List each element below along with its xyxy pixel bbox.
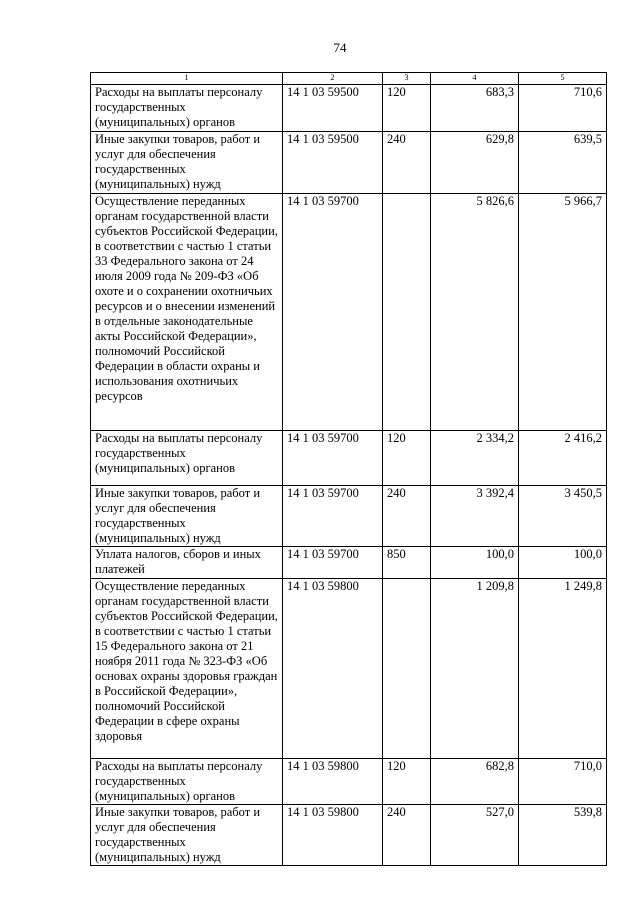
row-code: 14 1 03 59700 [283, 486, 383, 547]
page-number: 74 [333, 40, 347, 55]
row-name: Расходы на выплаты персоналу государственных (муниципальных) органов [91, 431, 283, 486]
row-value-2: 2 416,2 [519, 431, 607, 486]
column-header-4: 4 [431, 73, 519, 85]
column-header-5: 5 [519, 73, 607, 85]
row-value-2: 710,0 [519, 759, 607, 805]
row-expense-type [383, 579, 431, 759]
table-row [91, 486, 607, 547]
row-name: Расходы на выплаты персоналу государственных (муниципальных) органов [91, 759, 283, 805]
table-row [91, 759, 607, 805]
row-name: Расходы на выплаты персоналу государственных (муниципальных) органов [91, 85, 283, 132]
row-value-1: 3 392,4 [431, 486, 519, 547]
row-value-1: 629,8 [431, 132, 519, 194]
table-row [91, 194, 607, 431]
row-code: 14 1 03 59800 [283, 579, 383, 759]
table-row [91, 805, 607, 866]
row-code: 14 1 03 59800 [283, 759, 383, 805]
row-expense-type: 850 [383, 547, 431, 579]
row-value-1: 527,0 [431, 805, 519, 866]
row-value-1: 1 209,8 [431, 579, 519, 759]
row-value-2: 539,8 [519, 805, 607, 866]
table-row [91, 547, 607, 579]
row-value-1: 2 334,2 [431, 431, 519, 486]
table-row [91, 431, 607, 486]
row-name: Осуществление переданных органам государственной власти субъектов Российской Федерации, в соответствии с частью 1 статьи 33 Федерального закона от 24 июля 2009 года № 209-ФЗ «Об охоте и о сохранении охотничьих ресурсов и о внесении изменений в отдельные законодательные акты Российской Федерации», полномочий Российской Федерации в области охраны и использования охотничьих ресурсов [91, 194, 283, 431]
row-name: Уплата налогов, сборов и иных платежей [91, 547, 283, 579]
column-header-3: 3 [383, 73, 431, 85]
row-value-1: 683,3 [431, 85, 519, 132]
row-name: Иные закупки товаров, работ и услуг для обеспечения государственных (муниципальных) нужд [91, 805, 283, 866]
row-name: Осуществление переданных органам государственной власти субъектов Российской Федерации, в соответствии с частью 1 статьи 15 Федерального закона от 21 ноября 2011 года № 323-ФЗ «Об основах охраны здоровья граждан в Российской Федерации», полномочий Российской Федерации в сфере охраны здоровья [91, 579, 283, 759]
row-expense-type [383, 194, 431, 431]
row-expense-type: 120 [383, 759, 431, 805]
table-row [91, 85, 607, 132]
row-code: 14 1 03 59500 [283, 132, 383, 194]
row-name: Иные закупки товаров, работ и услуг для обеспечения государственных (муниципальных) нужд [91, 486, 283, 547]
row-value-2: 3 450,5 [519, 486, 607, 547]
column-header-1: 1 [91, 73, 283, 85]
row-expense-type: 240 [383, 486, 431, 547]
table-row [91, 132, 607, 194]
row-value-1: 682,8 [431, 759, 519, 805]
row-value-1: 100,0 [431, 547, 519, 579]
row-expense-type: 120 [383, 431, 431, 486]
budget-table [90, 72, 607, 866]
row-expense-type: 120 [383, 85, 431, 132]
row-expense-type: 240 [383, 132, 431, 194]
row-code: 14 1 03 59700 [283, 431, 383, 486]
row-value-2: 100,0 [519, 547, 607, 579]
row-code: 14 1 03 59500 [283, 85, 383, 132]
row-value-2: 639,5 [519, 132, 607, 194]
table-row [91, 579, 607, 759]
table-header-row [91, 73, 607, 85]
row-value-2: 710,6 [519, 85, 607, 132]
row-value-2: 1 249,8 [519, 579, 607, 759]
row-code: 14 1 03 59700 [283, 547, 383, 579]
row-value-1: 5 826,6 [431, 194, 519, 431]
row-expense-type: 240 [383, 805, 431, 866]
row-name: Иные закупки товаров, работ и услуг для обеспечения государственных (муниципальных) нужд [91, 132, 283, 194]
column-header-2: 2 [283, 73, 383, 85]
row-code: 14 1 03 59800 [283, 805, 383, 866]
row-code: 14 1 03 59700 [283, 194, 383, 431]
row-value-2: 5 966,7 [519, 194, 607, 431]
